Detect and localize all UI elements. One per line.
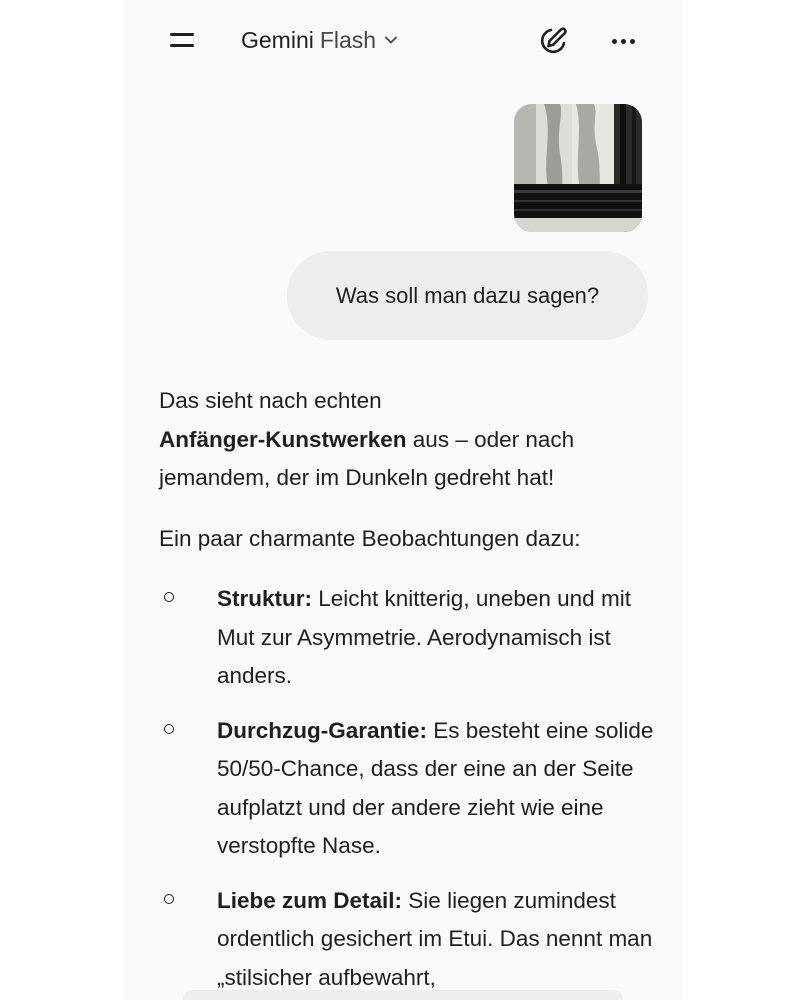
intro-rest-text: aus – oder nach jemandem, der im Dunkeln gedreht hat!: [159, 426, 575, 490]
user-message-text: Was soll man dazu sagen?: [335, 282, 600, 308]
bullet-circle-icon: [164, 592, 174, 602]
item-text: Leicht knitterig, uneben und mit Mut zur Asymmetrie. Aerodynamisch ist anders.: [217, 586, 631, 688]
intro-text: Das sieht nach echten: [159, 388, 382, 413]
model-name: Flash: [319, 26, 377, 53]
item-title: Struktur:: [217, 586, 312, 611]
response-intro: [159, 382, 654, 498]
user-message-bubble: [287, 251, 648, 340]
attached-photo: [514, 104, 642, 232]
list-item: [159, 882, 654, 998]
attached-image-thumbnail[interactable]: [514, 104, 642, 232]
intro-bold-text: Anfänger-Kunstwerken: [159, 426, 407, 452]
observation-list: [159, 580, 654, 997]
chevron-down-icon: [384, 33, 398, 47]
bullet-circle-icon: [164, 724, 174, 734]
item-title: Durchzug-Garantie:: [217, 717, 428, 743]
app-name: Gemini: [241, 26, 314, 53]
item-text: Sie liegen zumindest ordentlich gesichert im Etui. Das nennt man „stilsicher aufbewahrt,: [217, 887, 653, 990]
top-app-bar: [123, 0, 683, 82]
hamburger-menu-icon[interactable]: [168, 29, 198, 51]
item-title: Liebe zum Detail:: [217, 887, 403, 913]
chat-screen: [123, 0, 683, 1000]
model-selector[interactable]: [241, 24, 398, 56]
item-text: Es besteht eine solide 50/50-Chance, dass der eine an der Seite aufplatzt und der andere zieht wie eine verstopfte Nase.: [217, 717, 654, 858]
list-item: [159, 712, 654, 866]
more-horizontal-icon[interactable]: [609, 28, 639, 54]
list-item: [159, 580, 654, 696]
edit-pen-icon[interactable]: [536, 24, 570, 58]
bullet-circle-icon: [164, 894, 174, 904]
response-lead: Ein paar charmante Beobachtungen dazu:: [159, 525, 581, 551]
model-response: [159, 382, 654, 1000]
input-bar-edge: [183, 990, 623, 1000]
